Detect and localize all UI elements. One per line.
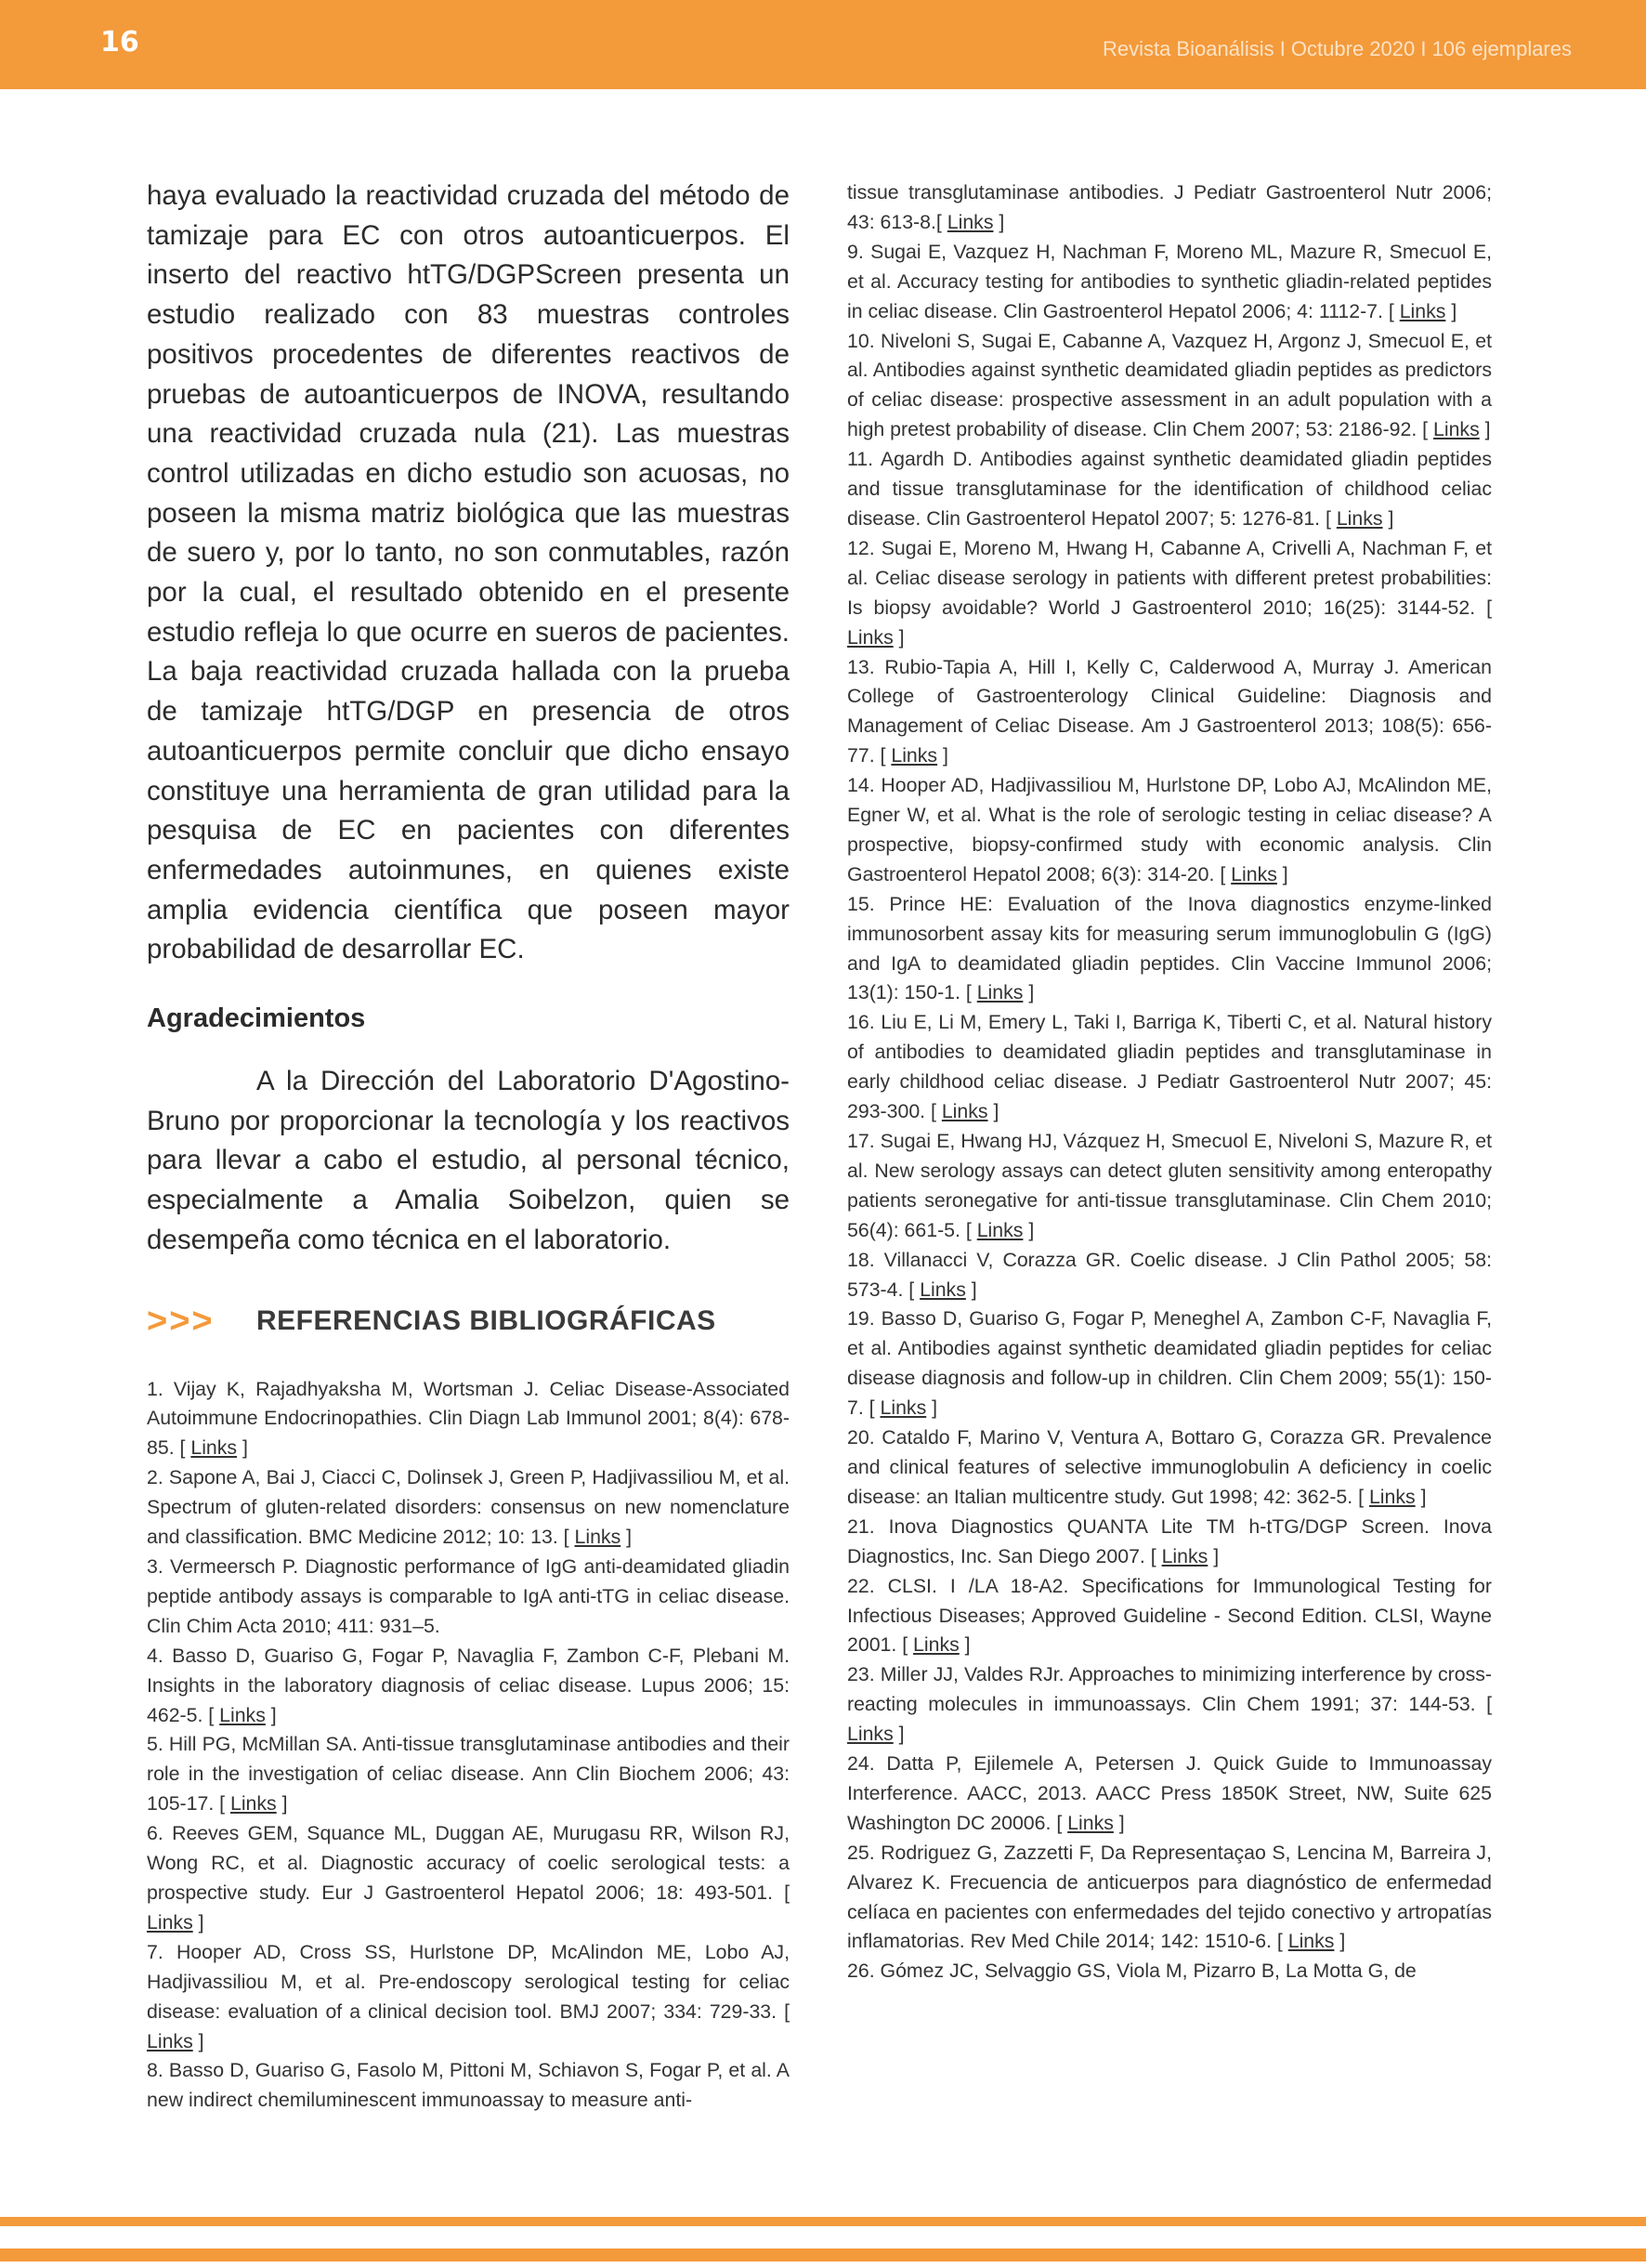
reference-item bbox=[147, 1375, 790, 1464]
reference-link-bracket: ] bbox=[1382, 506, 1394, 530]
reference-link[interactable]: Links bbox=[880, 1396, 927, 1420]
reference-item bbox=[147, 2056, 790, 2116]
reference-text: 7. Hooper AD, Cross SS, Hurlstone DP, McAlindon ME, Lobo AJ, Hadjivassiliou M, et al. Pre-endoscopy serological testing for celiac disease: evaluation of a clinical decision tool. BMJ 2007; 334: 729-33. [ bbox=[147, 1940, 790, 2023]
reference-link-bracket: ] bbox=[192, 2029, 204, 2052]
reference-link[interactable]: Links bbox=[976, 981, 1024, 1004]
reference-item bbox=[147, 1642, 790, 1731]
arrows-icon: >>> bbox=[147, 1301, 215, 1341]
footer-rule-top bbox=[0, 2217, 1646, 2226]
reference-text: 26. Gómez JC, Selvaggio GS, Viola M, Pizarro B, La Motta G, de bbox=[847, 1960, 1417, 1983]
reference-item bbox=[847, 1304, 1492, 1423]
reference-link[interactable]: Links bbox=[947, 210, 994, 233]
reference-link-bracket: ] bbox=[237, 1436, 248, 1460]
reference-text: 1. Vijay K, Rajadhyaksha M, Wortsman J. Celiac Disease-Associated Autoimmune Endocrinopathies. Clin Diagn Lab Immunol 2001; 8(4): 678-85. [ bbox=[147, 1377, 790, 1460]
reference-link-bracket: ] bbox=[1445, 299, 1457, 322]
reference-link[interactable]: Links bbox=[1067, 1811, 1114, 1834]
reference-item bbox=[847, 1423, 1492, 1513]
reference-item bbox=[847, 890, 1492, 1009]
reference-text: 4. Basso D, Guariso G, Fogar P, Navaglia F, Zambon C-F, Plebani M. Insights in the laboratory diagnosis of celiac disease. Lupus 2006; 15: 462-5. [ bbox=[147, 1644, 790, 1726]
reference-text: 9. Sugai E, Vazquez H, Nachman F, Moreno ML, Mazure R, Smecuol E, et al. Accuracy testing for antibodies to synthetic gliadin-related peptides in celiac disease. Clin Gastroenterol Hepatol 2006; 4: 1112-7. [ bbox=[847, 240, 1492, 322]
reference-item bbox=[847, 1839, 1492, 1958]
reference-text: 24. Datta P, Ejilemele A, Petersen J. Quick Guide to Immunoassay Interference. AACC, 2013. AACC Press 1850K Street, NW, Suite 625 Washington DC 20006. [ bbox=[847, 1752, 1492, 1834]
reference-item bbox=[847, 1957, 1492, 1986]
reference-text: 13. Rubio-Tapia A, Hill I, Kelly C, Calderwood A, Murray J. American College of Gastroenterology Clinical Guideline: Diagnosis and Management of Celiac Disease. Am J Gastroenterol 2013; 108(5): 656-77. [ bbox=[847, 655, 1492, 767]
reference-text: 20. Cataldo F, Marino V, Ventura A, Bottaro G, Corazza GR. Prevalence and clinical features of selective immunoglobulin A deficiency in coelic disease: an Italian multicentre study. Gut 1998; 42: 362-5. [ bbox=[847, 1426, 1492, 1508]
reference-text: 2. Sapone A, Bai J, Ciacci C, Dolinsek J, Green P, Hadjivassiliou M, et al. Spectrum of gluten-related disorders: consensus on new nomenclature and classification. BMC Medicine 2012; 10: 13. [ bbox=[147, 1466, 790, 1549]
reference-item bbox=[847, 653, 1492, 772]
reference-text: 25. Rodriguez G, Zazzetti F, Da Representaçao S, Lencina M, Barreira J, Alvarez K. Frecuencia de anticuerpos para diagnóstico de enfermedad celíaca en pacientes con enfermedades del tejido conectivo y artropatías inflamatorias. Rev Med Chile 2014; 142: 1510-6. [ bbox=[847, 1841, 1492, 1953]
header-bar bbox=[0, 0, 1646, 89]
reference-item bbox=[847, 1660, 1492, 1750]
reference-link[interactable]: Links bbox=[847, 1723, 894, 1746]
reference-item bbox=[847, 327, 1492, 446]
reference-link[interactable]: Links bbox=[1231, 862, 1277, 885]
reference-link[interactable]: Links bbox=[1368, 1485, 1416, 1508]
page-number: 16 bbox=[100, 26, 139, 59]
reference-link[interactable]: Links bbox=[1161, 1544, 1208, 1567]
reference-item bbox=[847, 1513, 1492, 1572]
reference-link-bracket: ] bbox=[1334, 1930, 1346, 1953]
reference-text: 17. Sugai E, Hwang HJ, Vázquez H, Smecuol E, Niveloni S, Mazure R, et al. New serology assays can detect gluten sensitivity among enteropathy patients seronegative for anti-tissue transglutaminase. Clin Chem 2010; 56(4): 661-5. [ bbox=[847, 1130, 1492, 1241]
reference-link[interactable]: Links bbox=[229, 1792, 277, 1816]
reference-item bbox=[147, 1730, 790, 1819]
reference-text: 6. Reeves GEM, Squance ML, Duggan AE, Murugasu RR, Wilson RJ, Wong RC, et al. Diagnostic accuracy of coelic serological tests: a prospective study. Eur J Gastroenterol Hepatol 2006; 18: 493-501. [ bbox=[147, 1822, 790, 1904]
reference-link-bracket: ] bbox=[276, 1792, 288, 1816]
reference-item bbox=[847, 178, 1492, 238]
reference-item bbox=[847, 1750, 1492, 1839]
reference-link-bracket: ] bbox=[959, 1633, 971, 1657]
reference-text: 10. Niveloni S, Sugai E, Cabanne A, Vazquez H, Argonz J, Smecuol E, et al. Antibodies against synthetic deamidated gliadin peptides as predictors of celiac disease: prospective assessment in an adult population with a high pretest probability of disease. Clin Chem 2007; 53: 2186-92. [ bbox=[847, 329, 1492, 441]
reference-text: 21. Inova Diagnostics QUANTA Lite TM h-tTG/DGP Screen. Inova Diagnostics, Inc. San Diego 2007. [ bbox=[847, 1514, 1492, 1567]
reference-text: 14. Hooper AD, Hadjivassiliou M, Hurlstone DP, Lobo AJ, McAlindon ME, Egner W, et al. What is the role of serologic testing in celiac disease? A prospective, biopsy-confirmed study with economic analysis. Clin Gastroenterol Hepatol 2008; 6(3): 314-20. [ bbox=[847, 774, 1492, 885]
reference-link[interactable]: Links bbox=[1399, 299, 1446, 322]
reference-link-bracket: ] bbox=[621, 1526, 633, 1549]
reference-link-bracket: ] bbox=[893, 625, 905, 649]
reference-item bbox=[847, 534, 1492, 653]
reference-link-bracket: ] bbox=[1208, 1544, 1220, 1567]
references-title: REFERENCIAS BIBLIOGRÁFICAS bbox=[256, 1305, 716, 1337]
reference-link-bracket: ] bbox=[965, 1278, 977, 1301]
reference-item bbox=[847, 1127, 1492, 1246]
reference-link[interactable]: Links bbox=[976, 1218, 1024, 1241]
reference-link-bracket: ] bbox=[893, 1723, 905, 1746]
reference-item bbox=[847, 1572, 1492, 1661]
reference-link[interactable]: Links bbox=[219, 1703, 266, 1726]
reference-text: 16. Liu E, Li M, Emery L, Taki I, Barriga K, Tiberti C, et al. Natural history of antibodies to deamidated gliadin peptides and transglutaminase in early childhood celiac disease. J Pediatr Gastroenterol Nutr 2007; 45: 293-300. [ bbox=[847, 1011, 1492, 1123]
reference-link[interactable]: Links bbox=[147, 1910, 193, 1934]
reference-link-bracket: ] bbox=[265, 1703, 277, 1726]
reference-link-bracket: ] bbox=[1113, 1811, 1125, 1834]
reference-link-bracket: ] bbox=[926, 1396, 938, 1420]
reference-link[interactable]: Links bbox=[920, 1278, 966, 1301]
reference-text: 11. Agardh D. Antibodies against synthetic deamidated gliadin peptides and tissue transglutaminase for the identification of childhood celiac disease. Clin Gastroenterol Hepatol 2007; 5: 1276-81. [ bbox=[847, 448, 1492, 530]
reference-item bbox=[847, 1008, 1492, 1127]
reference-text: 18. Villanacci V, Corazza GR. Coelic disease. J Clin Pathol 2005; 58: 573-4. [ bbox=[847, 1248, 1492, 1301]
reference-item bbox=[847, 445, 1492, 534]
reference-item bbox=[147, 1553, 790, 1642]
reference-text: 19. Basso D, Guariso G, Fogar P, Meneghel A, Zambon C-F, Navaglia F, et al. Antibodies against synthetic deamidated gliadin peptides for celiac disease diagnosis and follow-up in children. Clin Chem 2009; 55(1): 150-7. [ bbox=[847, 1307, 1492, 1420]
reference-link-bracket: ] bbox=[1023, 981, 1035, 1004]
reference-link-bracket: ] bbox=[1479, 418, 1491, 441]
reference-link[interactable]: Links bbox=[941, 1100, 988, 1123]
reference-text: 23. Miller JJ, Valdes RJr. Approaches to minimizing interference by cross-reacting molecules in immunoassays. Clin Chem 1991; 37: 144-53. [ bbox=[847, 1663, 1492, 1716]
reference-text: 15. Prince HE: Evaluation of the Inova diagnostics enzyme-linked immunosorbent assay kits for measuring serum immunoglobulin G (IgG) and IgA to deamidated gliadin peptides. Clin Vaccine Immunol 2006; 13(1): 150-1. [ bbox=[847, 892, 1492, 1004]
body-paragraph: haya evaluado la reactividad cruzada del método de tamizaje para EC con otros autoanticuerpos. El inserto del reactivo htTG/DGPScreen presenta un estudio realizado con 83 muestras controles positivos procedentes de diferentes reactivos de pruebas de autoanticuerpos de INOVA, resultando una reactividad cruzada nula (21). Las muestras control utilizadas en dicho estudio son acuosas, no poseen la misma matriz biológica que las muestras de suero y, por lo tanto, no son conmutables, razón por la cual, el resultado obtenido en el presente estudio refleja lo que ocurre en sueros de pacientes. La baja reactividad cruzada hallada con la prueba de tamizaje htTG/DGP en presencia de otros autoanticuerpos permite concluir que dicho ensayo constituye una herramienta de gran utilidad para la pesquisa de EC en pacientes con diferentes enfermedades autoinmunes, en quienes existe amplia evidencia científica que poseen mayor probabilidad de desarrollar EC. bbox=[147, 180, 790, 965]
reference-text: tissue transglutaminase antibodies. J Pediatr Gastroenterol Nutr 2006; 43: 613-8.[ bbox=[847, 181, 1492, 233]
references-list-right bbox=[847, 178, 1492, 1986]
reference-link[interactable]: Links bbox=[147, 2029, 193, 2052]
reference-text: 5. Hill PG, McMillan SA. Anti-tissue transglutaminase antibodies and their role in the investigation of celiac disease. Ann Clin Biochem 2006; 43: 105-17. [ bbox=[147, 1733, 790, 1816]
running-head: Revista Bioanálisis I Octubre 2020 I 106 ejemplares bbox=[1102, 37, 1572, 60]
acknowledgements-text: A la Dirección del Laboratorio D'Agostino-Bruno por proporcionar la tecnología y los reactivos para llevar a cabo el estudio, al personal técnico, especialmente a Amalia Soibelzon, quien se desempeña como técnica en el laboratorio. bbox=[147, 1066, 790, 1255]
reference-link-bracket: ] bbox=[1023, 1218, 1035, 1241]
reference-link-bracket: ] bbox=[987, 1100, 999, 1123]
reference-link-bracket: ] bbox=[1415, 1485, 1427, 1508]
reference-item bbox=[147, 1938, 790, 2057]
reference-link-bracket: ] bbox=[1276, 862, 1288, 885]
reference-item bbox=[147, 1463, 790, 1553]
reference-link[interactable]: Links bbox=[574, 1526, 621, 1549]
reference-link[interactable]: Links bbox=[190, 1436, 238, 1460]
reference-link[interactable]: Links bbox=[1433, 418, 1480, 441]
footer-rule-bottom bbox=[0, 2248, 1646, 2261]
reference-link[interactable]: Links bbox=[1336, 506, 1383, 530]
right-column bbox=[847, 178, 1492, 1986]
reference-link[interactable]: Links bbox=[891, 744, 938, 767]
reference-link[interactable]: Links bbox=[913, 1633, 960, 1657]
references-list-left bbox=[147, 1375, 790, 2117]
reference-link-bracket: ] bbox=[937, 744, 948, 767]
reference-text: 12. Sugai E, Moreno M, Hwang H, Cabanne A, Crivelli A, Nachman F, et al. Celiac disease serology in patients with different pretest probabilities: Is biopsy avoidable? World J Gastroenterol 2010; 16(25): 3144-52. [ bbox=[847, 536, 1492, 619]
reference-item bbox=[147, 1819, 790, 1938]
reference-link-bracket: ] bbox=[993, 210, 1005, 233]
reference-item bbox=[847, 771, 1492, 890]
reference-item bbox=[847, 1246, 1492, 1305]
reference-link-bracket: ] bbox=[192, 1910, 204, 1934]
reference-item bbox=[847, 238, 1492, 327]
references-heading bbox=[147, 1302, 790, 1342]
acknowledgements-heading: Agradecimientos bbox=[147, 1003, 366, 1034]
reference-text: 8. Basso D, Guariso G, Fasolo M, Pittoni M, Schiavon S, Fogar P, et al. A new indirect chemiluminescent immunoassay to measure anti- bbox=[147, 2059, 790, 2112]
reference-text: 3. Vermeersch P. Diagnostic performance of IgG anti-deamidated gliadin peptide antibody assays is comparable to IgA anti-tTG in celiac disease. Clin Chim Acta 2010; 411: 931–5. bbox=[147, 1555, 790, 1637]
left-column bbox=[147, 177, 790, 2116]
reference-text: 22. CLSI. I /LA 18-A2. Specifications for Immunological Testing for Infectious Diseases; Approved Guideline - Second Edition. CLSI, Wayne 2001. [ bbox=[847, 1574, 1492, 1657]
reference-link[interactable]: Links bbox=[1287, 1930, 1335, 1953]
reference-link[interactable]: Links bbox=[847, 625, 894, 649]
